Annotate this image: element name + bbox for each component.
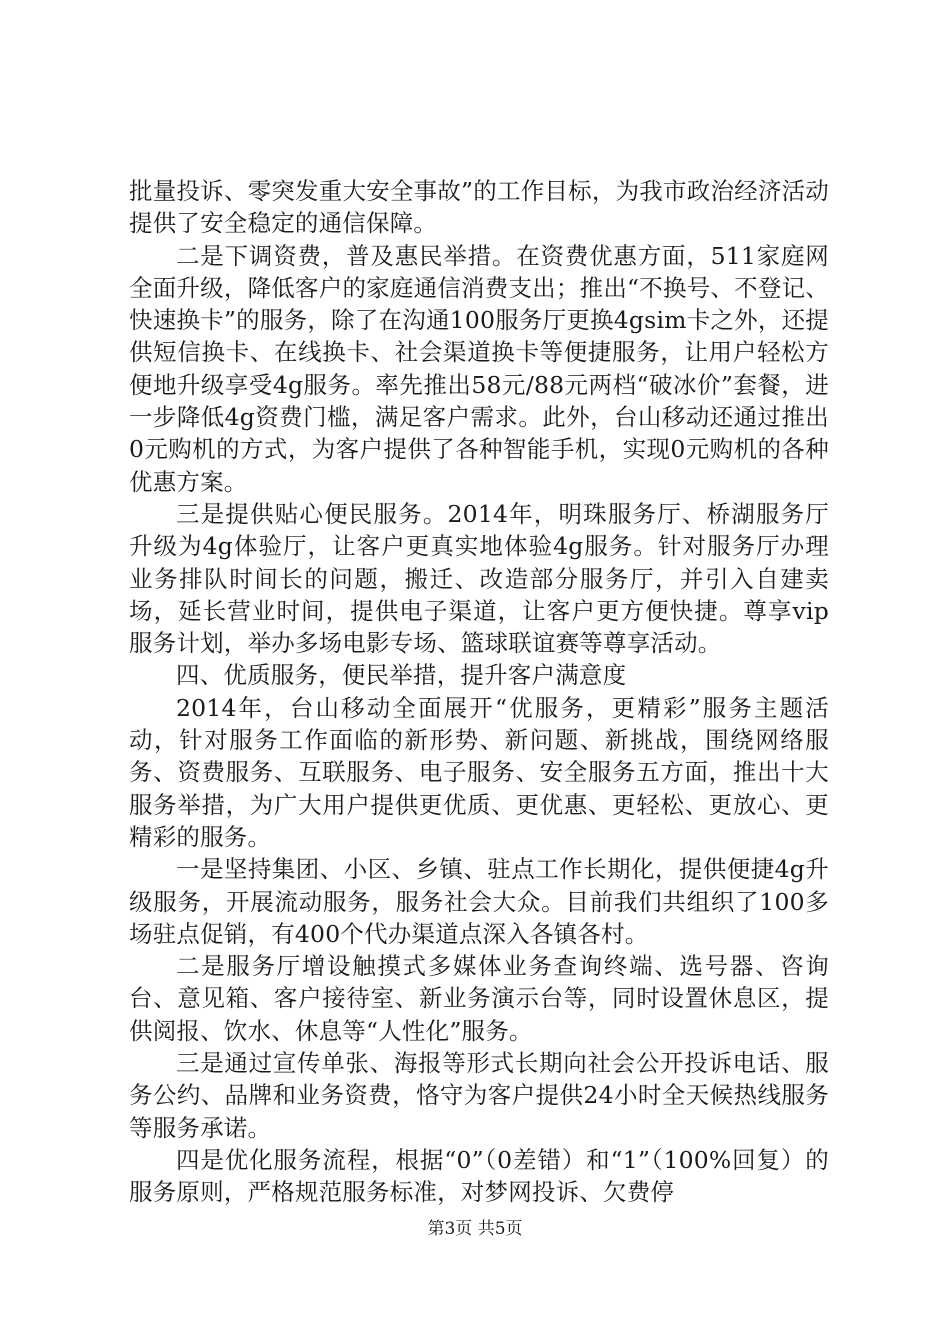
paragraph: 二是服务厅增设触摸式多媒体业务查询终端、选号器、咨询台、意见箱、客户接待室、新业务演示台等，同时设置休息区，提供阅报、饮水、休息等“人性化”服务。 <box>129 952 829 1045</box>
paragraph: 2014年，台山移动全面展开“优服务，更精彩”服务主题活动，针对服务工作面临的新形势、新问题、新挑战，围绕网络服务、资费服务、互联服务、电子服务、安全服务五方面，推出十大服务举措，为广大用户提供更优质、更优惠、更轻松、更放心、更精彩的服务。 <box>129 693 829 851</box>
paragraph: 三是通过宣传单张、海报等形式长期向社会公开投诉电话、服务公约、品牌和业务资费，恪守为客户提供24小时全天候热线服务等服务承诺。 <box>129 1049 829 1142</box>
paragraph: 三是提供贴心便民服务。2014年，明珠服务厅、桥湖服务厅升级为4g体验厅，让客户更真实地体验4g服务。针对服务厅办理业务排队时间长的问题，搬迁、改造部分服务厅，并引入自建卖场，延长营业时间，提供电子渠道，让客户更方便快捷。尊享vip服务计划，举办多场电影专场、篮球联谊赛等尊享活动。 <box>129 499 829 658</box>
section-heading: 四、优质服务，便民举措，提升客户满意度 <box>176 661 627 690</box>
paragraph: 一是坚持集团、小区、乡镇、驻点工作长期化，提供便捷4g升级服务，开展流动服务，服务社会大众。目前我们共组织了100多场驻点促销，有400个代办渠道点深入各镇各村。 <box>129 855 829 948</box>
paragraph: 四是优化服务流程，根据“0”（0差错）和“1”（100%回复）的服务原则，严格规范服务标准，对梦网投诉、欠费停 <box>129 1145 829 1207</box>
document-body <box>129 175 829 1209</box>
paragraph: 批量投诉、零突发重大安全事故”的工作目标，为我市政治经济活动提供了安全稳定的通信保障。 <box>129 177 829 238</box>
page-footer: 第3页 共5页 <box>427 1219 523 1239</box>
paragraph: 二是下调资费，普及惠民举措。在资费优惠方面，511家庭网全面升级，降低客户的家庭通信消费支出；推出“不换号、不登记、快速换卡”的服务，除了在沟通100服务厅更换4gsim卡之外，还提供短信换卡、在线换卡、社会渠道换卡等便捷服务，让用户轻松方便地升级享受4g服务。率先推出58元/88元两档“破冰价”套餐，进一步降低4g资费门槛，满足客户需求。此外，台山移动还通过推出0元购机的方式，为客户提供了各种智能手机，实现0元购机的各种优惠方案。 <box>129 241 829 496</box>
